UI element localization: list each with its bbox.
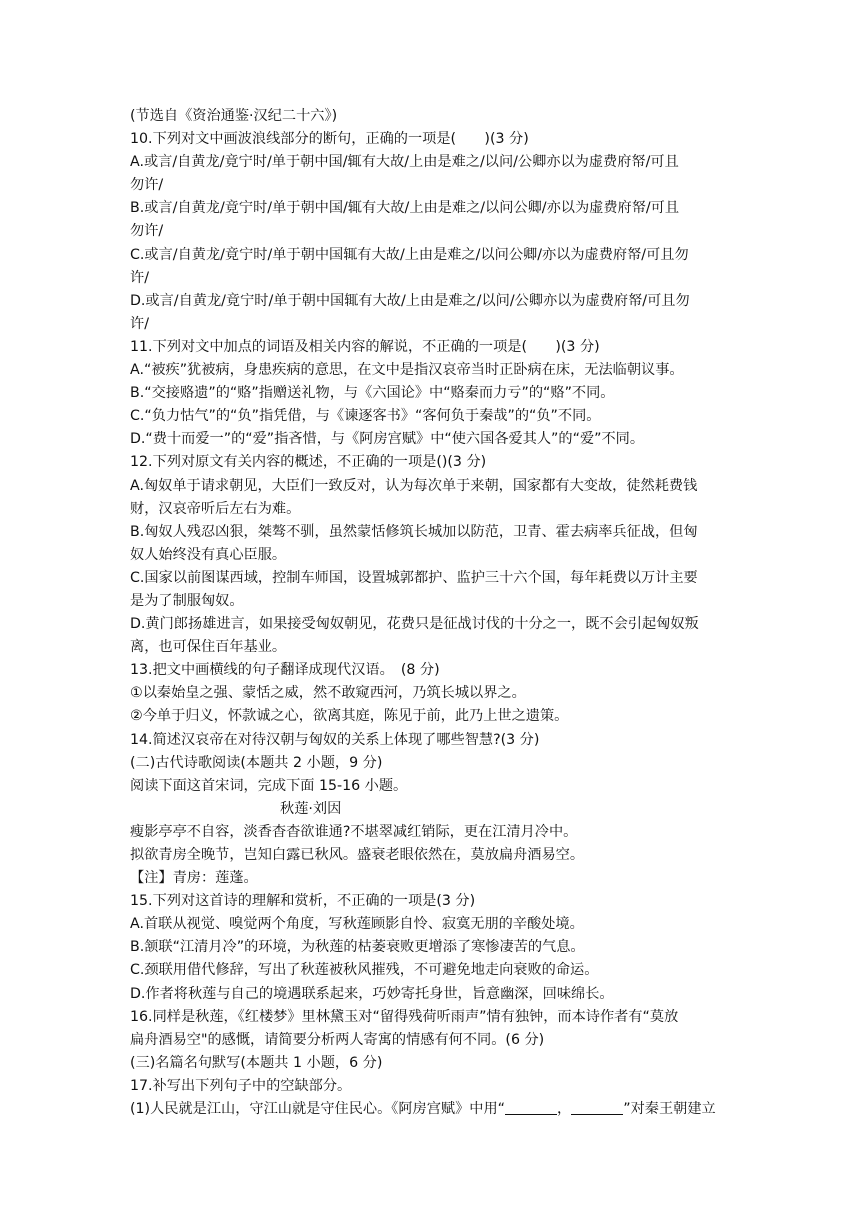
question-10: 10.下列对文中画波浪线部分的断句，正确的一项是( )(3 分) bbox=[130, 131, 529, 148]
question-15: 15.下列对这首诗的理解和赏析，不正确的一项是(3 分) bbox=[130, 893, 476, 910]
section-poetry-heading: (二)古代诗歌阅读(本题共 2 小题，9 分) bbox=[130, 754, 383, 771]
option-10a-cont: 勿许/ bbox=[130, 177, 164, 194]
option-12d: D.黄门郎扬雄进言，如果接受匈奴朝见，花费只是征战讨伐的十分之一，既不会引起匈奴叛 bbox=[130, 616, 699, 633]
blank-separator: ， bbox=[557, 1101, 572, 1118]
item-1-text-after: ”对秦王朝建立 bbox=[623, 1101, 716, 1118]
question-13-item-1: ①以秦始皇之强、蒙恬之威，然不敢窥西河，乃筑长城以界之。 bbox=[130, 685, 526, 702]
question-17: 17.补写出下列句子中的空缺部分。 bbox=[130, 1077, 352, 1094]
question-17-item-1 bbox=[130, 1098, 735, 1121]
option-12b: B.匈奴人残忍凶狠，桀骜不驯，虽然蒙恬修筑长城加以防范，卫青、霍去病率兵征战，但匈 bbox=[130, 523, 698, 540]
option-10c-cont: 许/ bbox=[130, 269, 149, 286]
option-11b: B.“交接赂遗”的“赂”指赠送礼物，与《六国论》中“赂秦而力亏”的“赂”不同。 bbox=[130, 385, 615, 402]
option-11c: C.“负力怙气”的“负”指凭借，与《谏逐客书》“客何负于秦哉”的“负”不同。 bbox=[130, 408, 601, 425]
answer-blank-2[interactable] bbox=[571, 1100, 623, 1115]
option-10d-cont: 许/ bbox=[130, 315, 149, 332]
option-12c: C.国家以前图谋西域，控制车师国，设置城郭都护、监护三十六个国，每年耗费以万计主要 bbox=[130, 569, 698, 586]
question-13-item-2: ②今单于归义，怀款诚之心，欲离其庭，陈见于前，此乃上世之遗策。 bbox=[130, 708, 569, 725]
option-10c: C.或言/自黄龙/竟宁时/单于朝中国辄有大故/上由是难之/以问公卿/亦以为虚费府帑/可且勿 bbox=[130, 246, 689, 263]
option-12c-cont: 是为了制服匈奴。 bbox=[130, 592, 244, 609]
question-12: 12.下列对原文有关内容的概述，不正确的一项是()(3 分) bbox=[130, 454, 487, 471]
poem-title: 秋莲·刘因 bbox=[280, 800, 342, 817]
answer-blank-1[interactable] bbox=[505, 1100, 557, 1115]
option-11a: A.“被疾”犹被病，身患疾病的意思，在文中是指汉哀帝当时正卧病在床，无法临朝议事。 bbox=[130, 362, 684, 379]
option-15d: D.作者将秋莲与自己的境遇联系起来，巧妙寄托身世，旨意幽深，回味绵长。 bbox=[130, 985, 614, 1002]
question-14: 14.简述汉哀帝在对待汉朝与匈奴的关系上体现了哪些智慧?(3 分) bbox=[130, 731, 540, 748]
option-11d: D.“费十而爱一”的“爱”指吝惜，与《阿房宫赋》中“使六国各爱其人”的“爱”不同。 bbox=[130, 431, 645, 448]
option-12b-cont: 奴人始终没有真心臣服。 bbox=[130, 546, 287, 563]
option-10b-cont: 勿许/ bbox=[130, 223, 164, 240]
option-10d: D.或言/自黄龙/竟宁时/单于朝中国辄有大故/上由是难之/以问/公卿亦以为虚费府帑/可且勿 bbox=[130, 292, 690, 309]
document-body bbox=[130, 105, 735, 1121]
option-12d-cont: 离，也可保住百年基业。 bbox=[130, 639, 287, 656]
poem-line-2: 拟欲青房全晚节，岂知白露已秋风。盛衰老眼依然在，莫放扁舟酒易空。 bbox=[130, 847, 585, 863]
question-11: 11.下列对文中加点的词语及相关内容的解说，不正确的一项是( )(3 分) bbox=[130, 338, 600, 355]
poem-note: 【注】青房：莲蓬。 bbox=[130, 870, 258, 887]
option-15c: C.颈联用借代修辞，写出了秋莲被秋风摧残，不可避免地走向衰败的命运。 bbox=[130, 962, 599, 979]
source-note: (节选自《资治通鉴·汉纪二十六》) bbox=[130, 108, 338, 124]
poem-line-1: 瘦影亭亭不自容，淡香杳杳欲谁通?不堪翠减红销际，更在江清月冷中。 bbox=[130, 823, 578, 840]
option-10b: B.或言/自黄龙/竟宁时/单于朝中国/辄有大故/上由是难之/以问公卿/亦以为虚费府帑/可且 bbox=[130, 200, 680, 217]
question-16: 16.同样是秋莲，《红楼梦》里林黛玉对“留得残荷听雨声”情有独钟，而本诗作者有“莫放 bbox=[130, 1008, 679, 1025]
poetry-instruction: 阅读下面这首宋词，完成下面 15-16 小题。 bbox=[130, 777, 408, 794]
option-10a: A.或言/自黄龙/竟宁时/单于朝中国/辄有大故/上由是难之/以问/公卿亦以为虚费府帑/可且 bbox=[130, 154, 679, 171]
option-12a: A.匈奴单于请求朝见，大臣们一致反对，认为每次单于来朝，国家都有大变故，徒然耗费钱 bbox=[130, 477, 698, 494]
option-15b: B.颔联“江清月冷”的环境，为秋莲的枯萎衰败更增添了寒惨凄苦的气息。 bbox=[130, 939, 585, 956]
item-1-text-before: (1)人民就是江山，守江山就是守住民心。《阿房宫赋》中用“ bbox=[130, 1101, 506, 1118]
question-16-cont: 扁舟酒易空"的感慨，请简要分析两人寄寓的情感有何不同。(6 分) bbox=[130, 1031, 545, 1048]
option-12a-cont: 财，汉哀帝听后左右为难。 bbox=[130, 500, 301, 517]
question-13: 13.把文中画横线的句子翻译成现代汉语。 (8 分) bbox=[130, 662, 440, 679]
option-15a: A.首联从视觉、嗅觉两个角度，写秋莲顾影自怜、寂寞无朋的辛酸处境。 bbox=[130, 916, 584, 933]
section-dictation-heading: (三)名篇名句默写(本题共 1 小题，6 分) bbox=[130, 1054, 383, 1071]
